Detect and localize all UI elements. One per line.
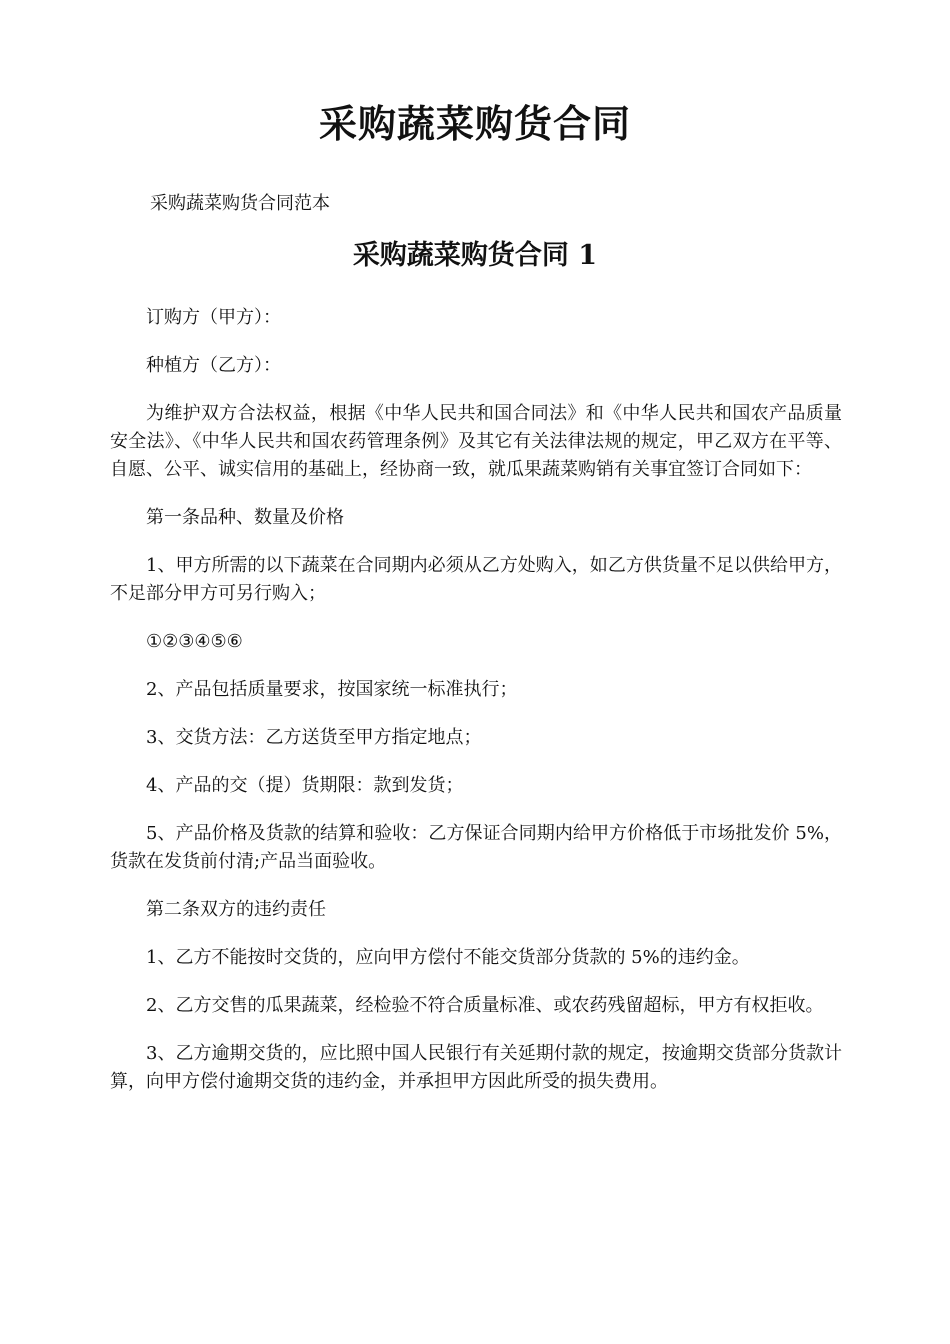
article-1-clause-2: 2、产品包括质量要求，按国家统一标准执行； bbox=[146, 679, 518, 700]
article-1-heading: 第一条品种、数量及价格 bbox=[146, 507, 344, 528]
document-subtitle: 采购蔬菜购货合同范本 bbox=[150, 193, 330, 214]
article-1-clause-3: 3、交货方法：乙方送货至甲方指定地点； bbox=[146, 727, 482, 748]
article-1-clause-5: 5、产品价格及货款的结算和验收：乙方保证合同期内给甲方价格低于市场批发价 5%，货款在发货前付清;产品当面验收。 bbox=[110, 823, 842, 872]
article-1-clause-1: 1、甲方所需的以下蔬菜在合同期内必须从乙方处购入，如乙方供货量不足以供给甲方，不足部分甲方可另行购入； bbox=[110, 555, 842, 604]
seller-line: 种植方（乙方）： bbox=[146, 355, 281, 376]
section-title: 采购蔬菜购货合同 1 bbox=[352, 240, 598, 271]
buyer-line: 订购方（甲方）： bbox=[146, 307, 281, 328]
document-body bbox=[110, 304, 842, 1116]
article-2-clause-1: 1、乙方不能按时交货的，应向甲方偿付不能交货部分货款的 5%的违约金。 bbox=[146, 947, 750, 968]
article-2-clause-2: 2、乙方交售的瓜果蔬菜，经检验不符合质量标准、或农药残留超标，甲方有权拒收。 bbox=[146, 995, 824, 1016]
circled-numbers-line: ①②③④⑤⑥ bbox=[146, 631, 243, 652]
preamble-paragraph: 为维护双方合法权益，根据《中华人民共和国合同法》和《中华人民共和国农产品质量安全法》、《中华人民共和国农药管理条例》及其它有关法律法规的规定，甲乙双方在平等、自愿、公平、诚实信用的基础上，经协商一致，就瓜果蔬菜购销有关事宜签订合同如下： bbox=[110, 403, 842, 480]
document-title: 采购蔬菜购货合同 bbox=[318, 101, 631, 146]
article-1-clause-4: 4、产品的交（提）货期限：款到发货； bbox=[146, 775, 464, 796]
article-2-clause-3: 3、乙方逾期交货的，应比照中国人民银行有关延期付款的规定，按逾期交货部分货款计算，向甲方偿付逾期交货的违约金，并承担甲方因此所受的损失费用。 bbox=[110, 1043, 842, 1092]
article-2-heading: 第二条双方的违约责任 bbox=[146, 899, 326, 920]
